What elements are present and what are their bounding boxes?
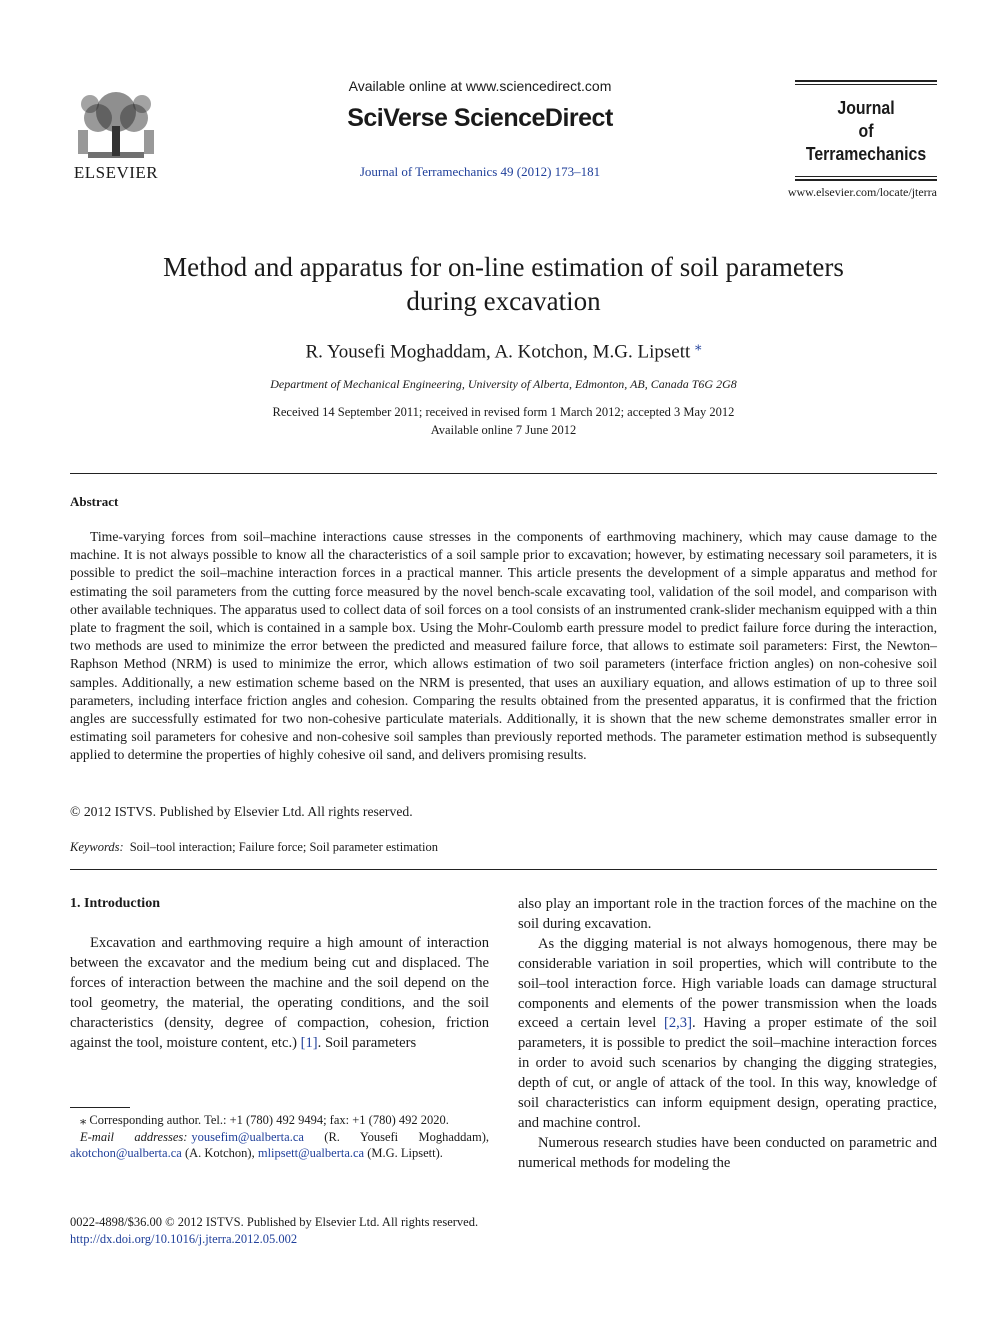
journal-title-line: of (858, 121, 874, 141)
email-owner: (A. Kotchon), (181, 1146, 255, 1160)
paragraph (518, 935, 937, 1134)
paragraph: also play an important role in the traction forces of the machine on the soil during excavation. (518, 896, 937, 932)
received-dates: Received 14 September 2011; received in revised form 1 March 2012; accepted 3 May 2012 (272, 405, 735, 419)
paragraph-text: As the digging material is not always homogenous, there may be considerable variation in soil properties, which will contribute to the soil–tool interaction force. High variable loads can damage structural components and elements of the power transmission when the loads exceed a certain level (518, 935, 937, 1032)
abstract-body: Time-varying forces from soil–machine interactions cause stresses in the components of earthmoving machinery, which may cause damage to the machine. It is not always possible to know all the characteristics of a soil sample prior to excavation; however, by estimating necessary soil parameters, it is possible to predict the soil–machine interaction forces in a practical manner. This article presents the development of a simple apparatus and method for estimating the soil parameters from the cutting force measured by the novel bench-scale excavating tool, validation of the soil model, and comparison with other available techniques. The apparatus used to collect data of soil forces on a tool consists of an instrumented crank-slider mechanism equipped with a thin plate to fragment the soil, which is contained in a sample box. Using the Mohr-Coulomb earth pressure model to predict failure force during the interaction, two methods are used to minimize the error between the predicted and measured failure force, that allows to estimate soil parameters: First, the Newton–Raphson Method (NRM) is used to minimize the error, which allows estimation of two soil parameters (interface friction angles) on non-cohesive soil samples. Additionally, a new estimation scheme based on the NRM is presented, that uses an auxiliary equation, and allows estimation of up to three soil parameters, including interface friction angles and cohesion. Comparing the results obtained from the presented apparatus, it is confirmed that the friction angles are successfully estimated for two non-cohesive particulate materials. Additionally, it is shown that the new scheme demonstrates smaller error in estimating soil parameters for cohesive and non-cohesive soil samples than previously reported methods. The parameter estimation method is subsequently applied to determine the properties of highly cohesive oil sand, and delivers promising results. (70, 529, 937, 763)
journal-url[interactable]: www.elsevier.com/locate/jterra (787, 185, 937, 199)
corresponding-author-footnote: ⁎ Corresponding author. Tel.: +1 (780) 492 9494; fax: +1 (780) 492 2020. (80, 1113, 449, 1127)
divider (70, 869, 937, 870)
intro-left-column (70, 934, 489, 1053)
email-link[interactable]: akotchon@ualberta.ca (70, 1146, 182, 1160)
author-list: R. Yousefi Moghaddam, A. Kotchon, M.G. Lipsett (305, 341, 691, 363)
doi-link[interactable]: http://dx.doi.org/10.1016/j.jterra.2012.05.002 (70, 1232, 298, 1246)
authors (70, 338, 937, 363)
keywords-text: Soil–tool interaction; Failure force; Soil parameter estimation (129, 840, 438, 854)
email-link[interactable]: mlipsett@ualberta.ca (257, 1146, 365, 1160)
available-date: Available online 7 June 2012 (430, 423, 577, 437)
platform-name: SciVerse ScienceDirect (347, 104, 613, 132)
abstract-heading: Abstract (70, 494, 119, 509)
paragraph-text: . Soil parameters (317, 1034, 417, 1051)
keywords (70, 840, 438, 855)
citation-link[interactable]: [2,3] (664, 1015, 692, 1032)
section-heading: 1. Introduction (70, 896, 160, 911)
paragraph: Numerous research studies have been conducted on parametric and numerical methods for modeling the (518, 1134, 937, 1171)
available-online-text: Available online at www.sciencedirect.com (348, 78, 612, 94)
journal-title-line: Terramechanics (805, 144, 927, 164)
title-line: Method and apparatus for on-line estimation of soil parameters (163, 252, 844, 282)
journal-title-box (795, 80, 937, 181)
intro-right-column (518, 895, 937, 1174)
rule (795, 80, 937, 82)
divider (70, 473, 937, 474)
rule (795, 179, 937, 181)
issn-line: 0022-4898/$36.00 © 2012 ISTVS. Published by Elsevier Ltd. All rights reserved. (70, 1215, 479, 1229)
citation-link[interactable]: [1] (300, 1034, 318, 1051)
title-line: during excavation (406, 286, 601, 316)
email-link[interactable]: yousefim@ualberta.ca (191, 1129, 304, 1144)
affiliation: Department of Mechanical Engineering, University of Alberta, Edmonton, AB, Canada T6G 2G8 (270, 377, 737, 391)
publisher-wordmark: ELSEVIER (73, 163, 159, 182)
journal-title-line: Journal (837, 98, 895, 118)
abstract-copyright: © 2012 ISTVS. Published by Elsevier Ltd. All rights reserved. (70, 804, 413, 819)
corresponding-author-mark[interactable]: ⁎ (695, 338, 702, 353)
paragraph-text: . Having a proper estimate of the soil parameters, it is possible to predict the soil–machine interaction forces in order to avoid such scenarios by changing the digging strategies, depth of cut, or angle of attack of the tool. In this way, knowledge of soil characteristics can inform equipment design, operating practice, and machine control. (518, 1015, 937, 1131)
rule (795, 176, 937, 177)
paragraph-text: Excavation and earthmoving require a high amount of interaction between the excavator and the medium being cut and displaced. The forces of interaction between the machine and the soil depend on the tool geometry, the material, the operating conditions, and the soil characteristics (density, degree of compaction, cohesion, friction against the tool, moisture content, etc.) (70, 935, 489, 1051)
footnotes (70, 1112, 489, 1162)
journal-title (804, 85, 929, 174)
paper-title (70, 250, 937, 318)
email-owner: (R. Yousefi Moghaddam), (303, 1129, 489, 1144)
journal-reference-link[interactable]: Journal of Terramechanics 49 (2012) 173–181 (359, 164, 601, 179)
email-label: E-mail addresses: (80, 1129, 188, 1144)
article-dates (70, 403, 937, 439)
footnote-rule (70, 1107, 130, 1108)
email-footnote (70, 1129, 489, 1162)
keywords-label: Keywords: (70, 840, 124, 854)
email-owner: (M.G. Lipsett). (364, 1146, 443, 1160)
